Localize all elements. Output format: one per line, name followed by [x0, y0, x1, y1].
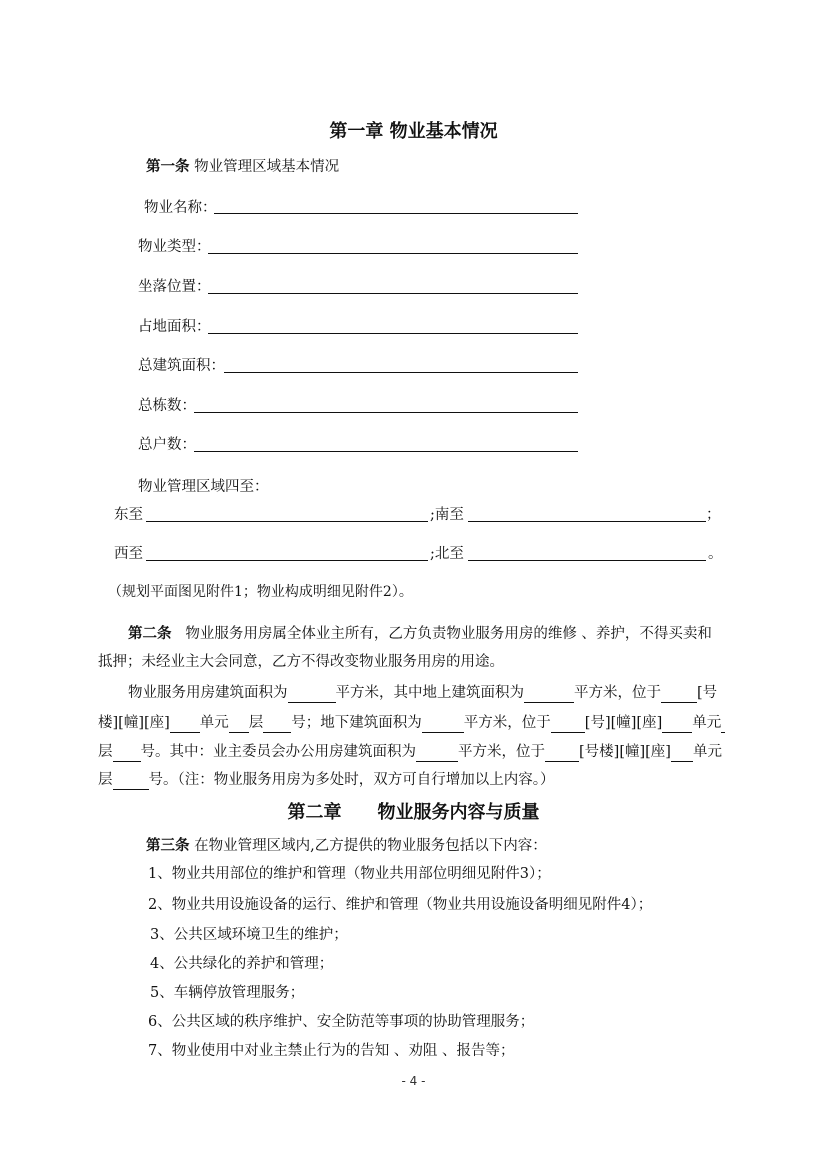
article1-heading — [146, 157, 339, 177]
service-item: 6、公共区域的秩序维护、安全防范等事项的协助管理服务； — [148, 1014, 535, 1030]
south-semicolon: ； — [706, 507, 721, 523]
west-blank[interactable] — [146, 560, 428, 561]
field-blank-name[interactable] — [214, 213, 578, 214]
chapter1-title: 第一章 物业基本情况 — [329, 121, 498, 142]
blank-above-location[interactable] — [661, 686, 697, 703]
field-blank-household-count[interactable] — [194, 451, 578, 452]
article3-label: 第三条 — [146, 838, 190, 854]
blank-underground-floor[interactable] — [721, 716, 725, 733]
north-period: 。 — [708, 546, 723, 562]
article2-p2-line4: 层 号。（注：物业服务用房为多处时，双方可自行增加以上内容。） — [98, 772, 555, 788]
field-blank-location[interactable] — [208, 293, 578, 294]
west-label: 西至 — [114, 546, 143, 562]
article2-p2-line2: 楼][幢][座] 单元 层 号；地下建筑面积为 平方米，位于 [号][幢][座] 单元 — [98, 713, 725, 733]
north-blank[interactable] — [468, 560, 706, 561]
article1-label: 第一条 — [146, 159, 190, 175]
south-label: ;南至 — [430, 507, 464, 523]
field-blank-type[interactable] — [208, 253, 578, 254]
attachment-note: （规划平面图见附件1；物业构成明细见附件2）。 — [108, 584, 413, 600]
blank-above-floor[interactable] — [229, 716, 249, 733]
article2-label: 第二条 — [128, 626, 172, 642]
blank-underground-number[interactable] — [113, 745, 141, 762]
service-item: 7、物业使用中对业主禁止行为的告知 、劝阻 、报告等； — [148, 1043, 515, 1059]
article1-title: 物业管理区域基本情况 — [194, 159, 340, 175]
south-blank[interactable] — [468, 521, 706, 522]
field-blank-building-count[interactable] — [194, 412, 578, 413]
north-label: ;北至 — [430, 546, 464, 562]
chapter2-title: 第二章 物业服务内容与质量 — [287, 802, 540, 823]
article2-line2: 抵押；未经业主大会同意，乙方不得改变物业服务用房的用途。 — [98, 654, 504, 670]
east-label: 东至 — [114, 507, 143, 523]
blank-above-number[interactable] — [263, 716, 291, 733]
article3-heading — [146, 836, 547, 856]
page-number: - 4 - — [401, 1074, 426, 1088]
service-item: 2、物业共用设施设备的运行、维护和管理（物业共用设施设备明细见附件4）； — [148, 897, 653, 913]
field-label-name: 物业名称： — [144, 200, 217, 216]
blank-underground-area[interactable] — [422, 716, 464, 733]
article3-text: 在物业管理区域内,乙方提供的物业服务包括以下内容： — [194, 838, 547, 854]
blank-committee-location[interactable] — [545, 745, 579, 762]
blank-committee-area[interactable] — [416, 745, 458, 762]
article2-text1: 物业服务用房属全体业主所有，乙方负责物业服务用房的维修 、养护，不得买卖和 — [185, 626, 712, 642]
service-item: 5、车辆停放管理服务； — [150, 985, 305, 1001]
field-label-building-area: 总建筑面积： — [138, 358, 225, 374]
blank-above-ground-area[interactable] — [524, 686, 574, 703]
field-label-household-count: 总户数： — [138, 437, 196, 453]
blank-service-area[interactable] — [288, 686, 336, 703]
article2-line1 — [128, 624, 712, 644]
field-blank-land-area[interactable] — [208, 333, 578, 334]
article2-p2-line3: 层 号。其中：业主委员会办公用房建筑面积为 平方米，位于 [号楼][幢][座] 单元 — [98, 744, 722, 760]
article2-p2-line1: 物业服务用房建筑面积为 平方米，其中地上建筑面积为 平方米，位于 [号 — [128, 685, 718, 701]
service-item: 1、物业共用部位的维护和管理（物业共用部位明细见附件3）； — [148, 866, 551, 882]
field-label-location: 坐落位置： — [138, 279, 211, 295]
blank-underground-unit[interactable] — [662, 716, 692, 733]
field-label-land-area: 占地面积： — [138, 319, 211, 335]
blank-underground-location[interactable] — [551, 716, 585, 733]
field-blank-building-area[interactable] — [224, 372, 578, 373]
field-label-type: 物业类型： — [138, 239, 211, 255]
blank-committee-number[interactable] — [113, 773, 149, 790]
service-item: 3、公共区域环境卫生的维护； — [150, 927, 348, 943]
service-item: 4、公共绿化的养护和管理； — [150, 956, 334, 972]
blank-committee-unit[interactable] — [671, 745, 693, 762]
east-blank[interactable] — [146, 521, 428, 522]
field-label-building-count: 总栋数： — [138, 398, 196, 414]
blank-above-unit[interactable] — [170, 716, 200, 733]
boundaries-label: 物业管理区域四至： — [138, 479, 269, 495]
